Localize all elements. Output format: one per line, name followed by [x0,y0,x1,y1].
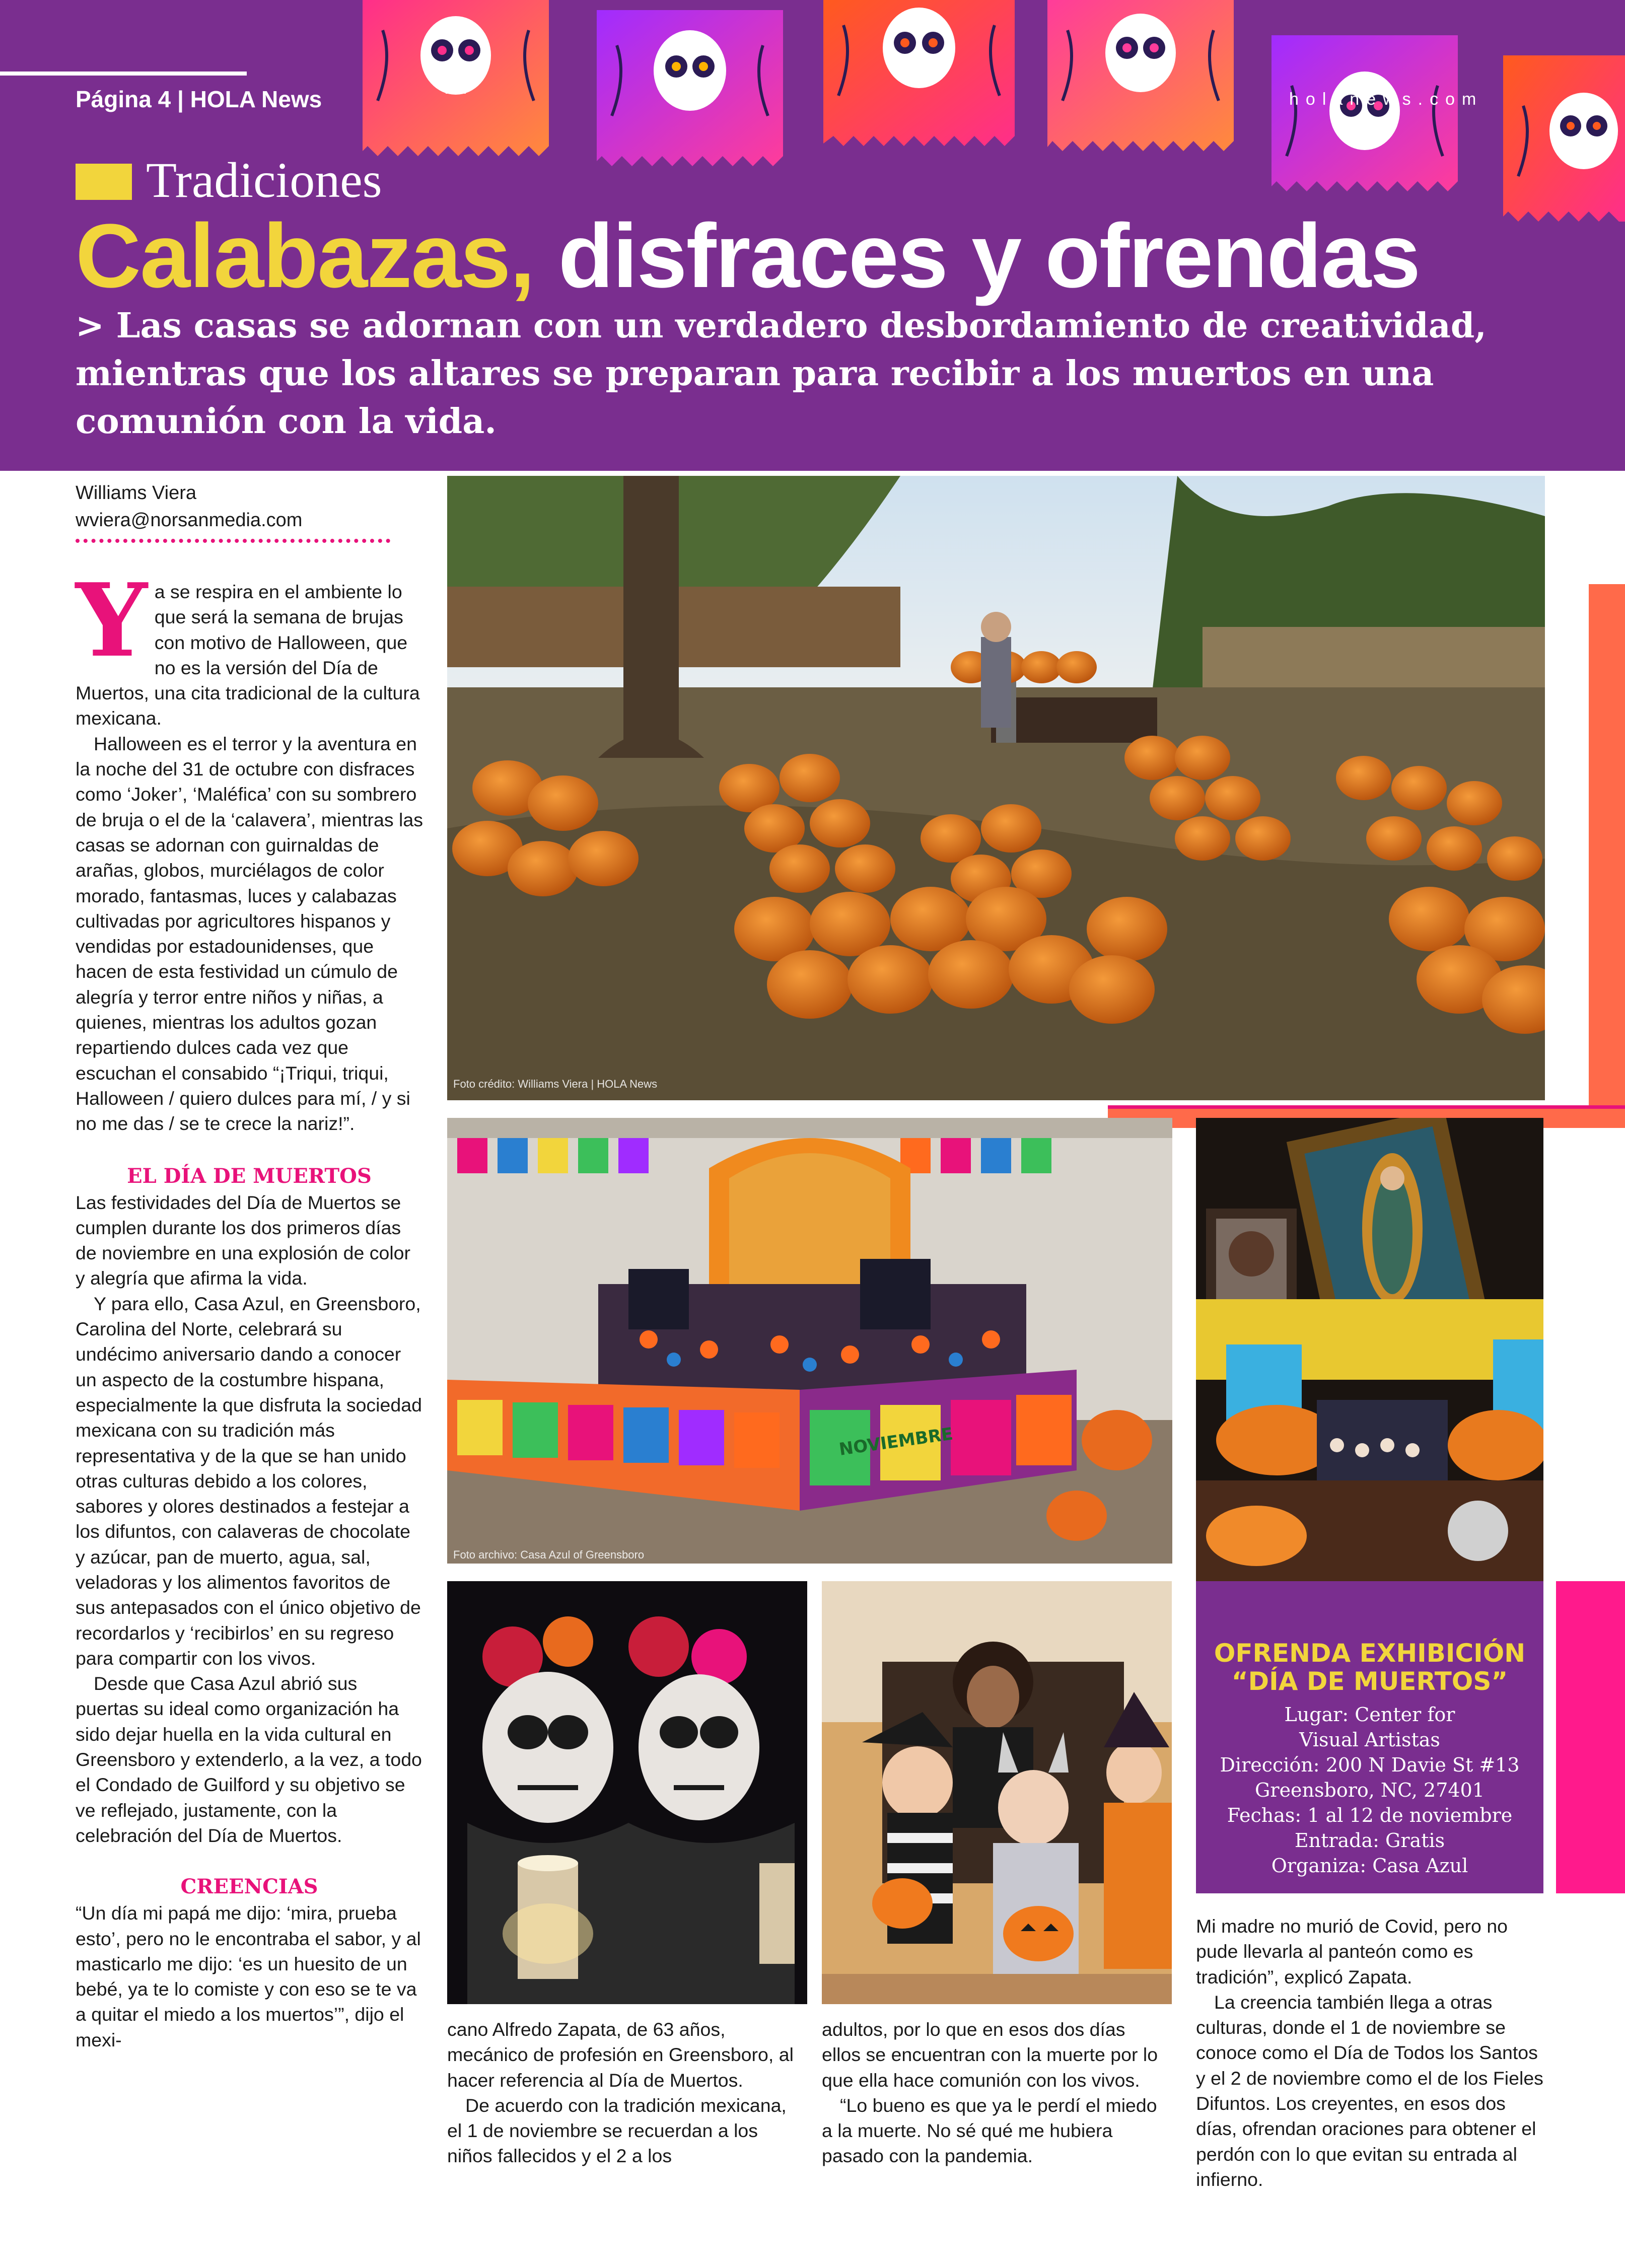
section-label: Tradiciones [146,152,382,208]
article-column-1 [76,561,423,2052]
info-title: OFRENDA EXHIBICIÓN “DÍA DE MUERTOS” [1214,1639,1526,1696]
subheadline: > Las casas se adornan con un verdadero desbordamiento de creatividad, mientras que los altares se preparan para recibir a los muertos en una comunión con la vida. [76,306,1487,442]
accent-strip [1108,1105,1625,1109]
article-paragraph: Mi madre no murió de Covid, pero no pude llevarla al panteón como es tradición”, explicó Zapata. [1196,1916,1508,1988]
author-name: Williams Viera [76,482,197,504]
article-paragraph: La creencia también llega a otras culturas, donde el 1 de noviembre se conoce como el Día de Todos los Santos y el 2 de noviembre como el de los Fieles Difuntos. Los creyentes, en esos dos días, ofrendan oraciones para obtener el perdón con lo que evitan su entrada al infierno. [1196,1991,1543,2190]
papel-picado-flag [597,10,783,166]
papel-picado-flag [363,0,549,156]
article-paragraph: Ya se respira en el ambiente lo que será la semana de brujas con motivo de Halloween, que no es la versión del Día de Muertos, una cita tradicional de la cultura mexicana. [76,561,420,729]
section-heading: CREENCIAS [180,1875,318,1899]
article-column-4 [1196,1913,1548,2192]
photo-credit: Foto crédito: Williams Viera | HOLA News [453,1078,658,1090]
altar-photo [447,1118,1172,1564]
article-paragraph: Y para ello, Casa Azul, en Greensboro, Carolina del Norte, celebrará su undécimo aniversario dando a conocer un aspecto de la costumbre hispana, especialmente la que disfruta la sociedad mexicana con su tradición más representativa y de la que se han unido otras culturas debido a los colores, sabores y olores destinados a festejar a los difuntos, con calaveras de chocolate y azúcar, pan de muerto, agua, sal, veladoras y los alimentos favoritos de sus antepasados con el único objetivo de recordarlos y ‘recibirlos’ en su regreso para compartir con los vivos. [76,1293,422,1669]
website-label: holanews.com [1289,90,1483,109]
altar-banner-text: NOVIEMBRE [837,1424,954,1460]
header-rule [0,72,247,76]
headline [76,204,1420,308]
ofrenda-photo [1196,1118,1543,1581]
article-paragraph: Las festividades del Día de Muertos se cumplen durante los dos primeros días de noviembre en una explosión de color y alegría que afirma la vida. [76,1191,411,1289]
article-paragraph: cano Alfredo Zapata, de 63 años, mecánico de profesión en Greensboro, al hacer referencia al Día de Muertos. [447,2019,794,2091]
headline-highlight: Calabazas, [76,205,534,307]
article-paragraph: “Un día mi papá me dijo: ‘mira, prueba esto’, pero no le encontraba el sabor, y al masticarlo me dijo: ‘es un huesito de un bebé, ya te lo comiste y con eso se te va a quitar el miedo a los muertos’”, dijo el mexi- [76,1902,421,2050]
headline-rest: disfraces y ofrendas [534,205,1420,307]
papel-picado-flag [1047,0,1234,151]
page-label: Página 4 | HOLA News [76,86,322,112]
article-column-2 [447,2017,795,2169]
article-paragraph: “Lo bueno es que ya le perdí el miedo a la muerte. No sé qué me hubiera pasado con la pandemia. [822,2094,1157,2167]
pumpkin-patch-photo [447,476,1545,1100]
info-line: Fechas: 1 al 12 de noviembre [1227,1804,1513,1826]
photo-credit: Foto archivo: Casa Azul of Greensboro [453,1548,645,1561]
accent-block [1556,1581,1625,1893]
author-email: wviera@norsanmedia.com [76,510,303,531]
papel-picado-flag [1271,35,1458,191]
info-line: Visual Artistas [1299,1729,1440,1751]
article-paragraph: Desde que Casa Azul abrió sus puertas su ideal como organización ha sido dejar huella en la vida cultural en Greensboro y extenderlo, a la vez, a todo el Condado de Guilford y su objetivo se ve reflejado, justamente, con la celebración del Día de Muertos. [76,1673,422,1846]
byline [76,479,302,534]
event-info-box [1196,1581,1543,1893]
accent-block [1589,584,1625,1108]
article-paragraph: Halloween es el terror y la aventura en la noche del 31 de octubre con disfraces como ‘Joker’, ‘Maléfica’ con su sombrero de bruja o el de la ‘calavera’, mientras las casas se adornan con guirnaldas de arañas, globos, murciélagos de color morado, fantasmas, luces y calabazas cultivadas por agricultores hispanos y vendidas por estadounidenses, que hacen de esta festividad un cúmulo de alegría y terror entre niños y niñas, a quienes, mientras los adultos gozan repartiendo dulces cada vez que escuchan el consabido “¡Triqui, triqui, Halloween / quiero dulces para mí, / y si no me das / se te crece la nariz!”. [76,733,423,1135]
info-line: Lugar: Center for [1284,1704,1455,1726]
papel-picado-flag [1503,55,1625,222]
article-paragraph: De acuerdo con la tradición mexicana, el 1 de noviembre se recuerdan a los niños fallecidos y el 2 a los [447,2094,787,2167]
papel-picado-flag [823,0,1015,146]
info-line: Organiza: Casa Azul [1271,1855,1468,1877]
article-column-3 [822,2017,1169,2169]
section-marker [76,164,132,200]
dotted-divider [76,539,390,543]
section-heading: EL DÍA DE MUERTOS [127,1164,372,1188]
info-details [1196,1702,1543,1878]
info-line: Greensboro, NC, 27401 [1255,1779,1485,1801]
kids-costume-photo [822,1581,1172,2004]
catrinas-photo [447,1581,807,2004]
info-line: Dirección: 200 N Davie St #13 [1220,1754,1520,1776]
article-paragraph: adultos, por lo que en esos dos días ellos se encuentran con la muerte por lo que ella hace comunión con los vivos. [822,2019,1158,2091]
info-line: Entrada: Gratis [1294,1829,1445,1852]
dropcap: Y [76,561,148,680]
